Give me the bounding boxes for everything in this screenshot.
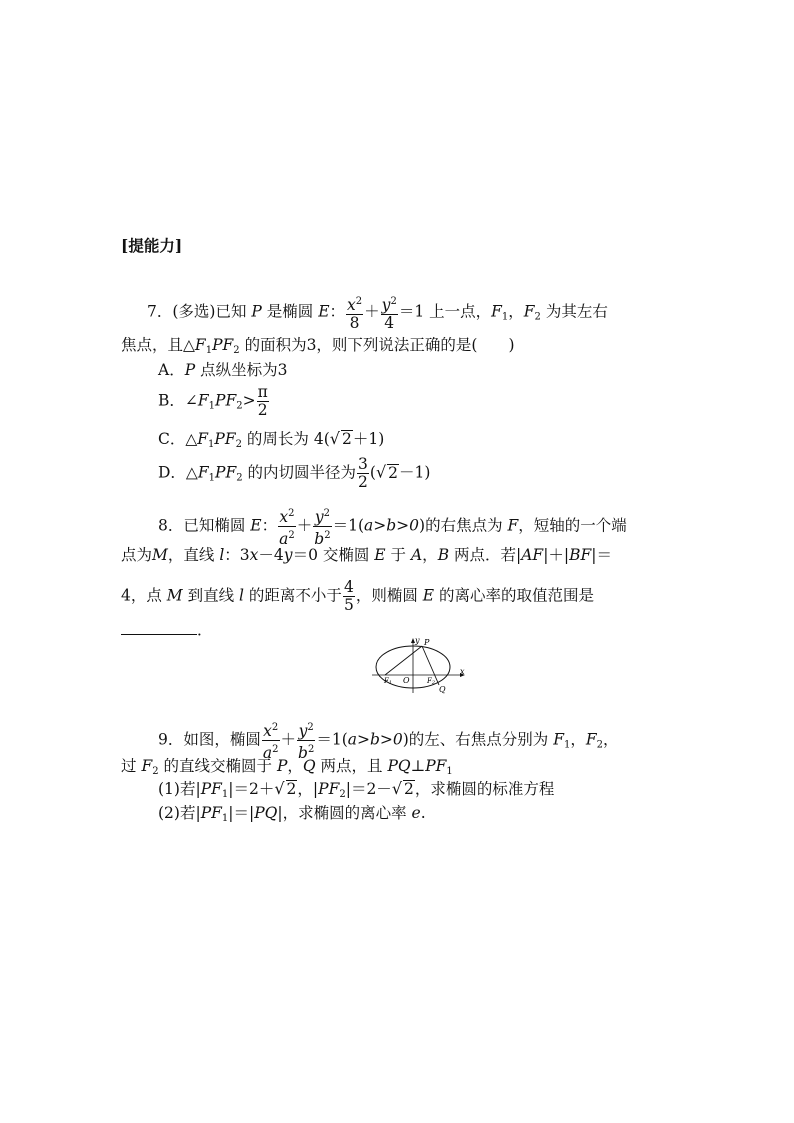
q9-part1: (1)若$|PF_1|=2+√$ 2，$|PF_2|=2-√$ 2，求椭圆的标准方程 — [158, 779, 555, 800]
ellipse-figure — [372, 633, 468, 695]
q8-answer-line: ． — [121, 620, 213, 640]
q9-line2: 过 $F_2$ 的直线交椭圆于 P，Q 两点，且 $PQ\perp PF_1$ — [121, 757, 453, 777]
q7-option-b: B．$\angle F_1PF_2>$ $\frac{\pi}{2}$ — [158, 383, 268, 419]
q8-line2: 点为M，直线 l：3x－4y＝0 交椭圆 E 于 A，B 两点．若|AF|＋|BF|＝ — [121, 546, 613, 564]
q7-line1: 7．(多选)已知 P 是椭圆 E： $\frac{x^2}{8}$ ＋ $\frac{y^2}{4}$ ＝1 上一点，$F_1$，$F_2$ 为其左右 — [147, 293, 608, 332]
y-label: y — [415, 636, 420, 645]
q7-option-a: A．P 点纵坐标为3 — [158, 361, 288, 379]
svg-text:F1: F1 — [384, 677, 393, 686]
q8-line1: 8．已知椭圆 E： $\frac{x^2}{a^2}$ ＋ $\frac{y^2}{b^2}$ ＝1(a>b>0)的右焦点为 F，短轴的一个端 — [158, 505, 627, 548]
origin-label: O — [403, 676, 410, 685]
answer-blank — [121, 620, 197, 635]
section-title: [提能力] — [121, 236, 183, 255]
x-label: x — [460, 667, 465, 676]
svg-text:F2: F2 — [427, 677, 436, 686]
point-f1-label: F — [384, 677, 389, 685]
q9-part2: (2)若$|PF_1|=|PQ|$，求椭圆的离心率 e. — [158, 804, 426, 824]
point-f2-label: F — [427, 677, 432, 685]
q7-line2: 焦点，且$\triangle F_1PF_2$ 的面积为3，则下列说法正确的是( ) — [121, 336, 515, 356]
point-q-label: Q — [439, 685, 446, 694]
q7-option-d: D．$\triangle F_1PF_2$ 的内切圆半径为 $\frac{3}{2}$ (√ 2－1) — [158, 455, 431, 491]
q7-option-c: C．$\triangle F_1PF_2$ 的周长为 4(√ 2＋1) — [158, 429, 385, 450]
q9-line1: 9．如图，椭圆 $\frac{x^2}{a^2}$ ＋ $\frac{y^2}{b^2}$ ＝1(a>b>0)的左、右焦点分别为 $F_1$，$F_2$， — [158, 719, 619, 762]
point-p-label: P — [424, 638, 430, 647]
q8-line3: 4，点 M 到直线 l 的距离不小于 $\frac{4}{5}$ ，则椭圆 E 的离心率的取值范围是 — [121, 578, 595, 614]
